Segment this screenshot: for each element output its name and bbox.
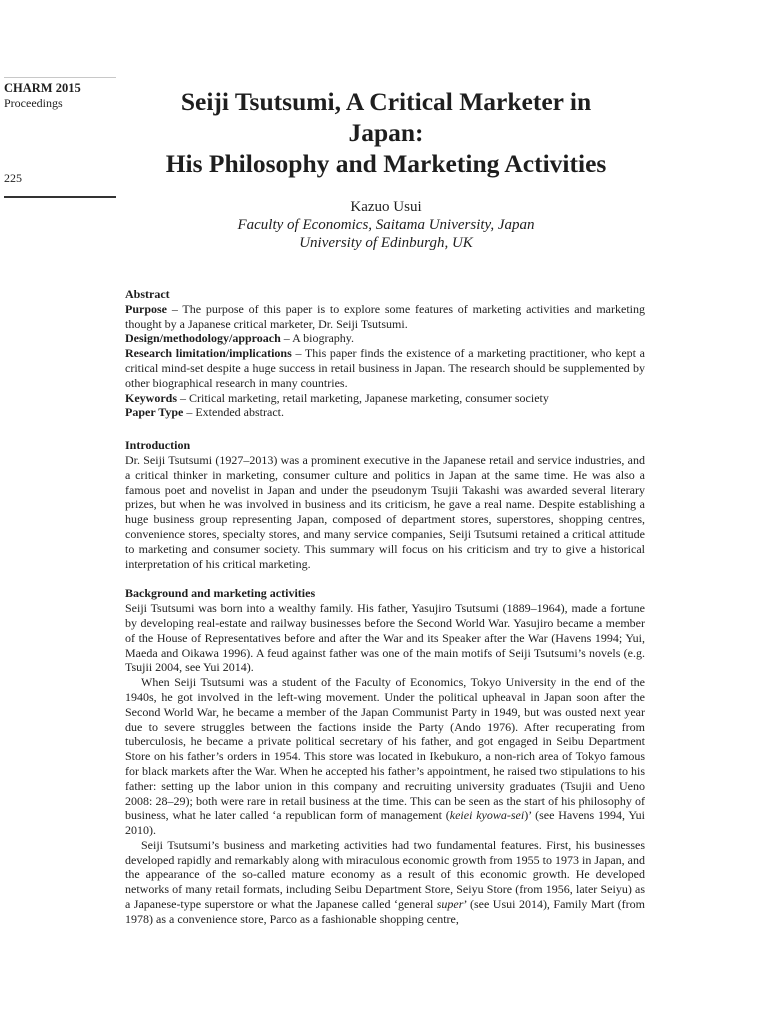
title-line-1: Seiji Tsutsumi, A Critical Marketer in [180, 87, 592, 116]
abstract-type [125, 405, 645, 420]
margin-rule-top [4, 77, 116, 78]
p3-text-a: Seiji Tsutsumi’s business and marketing activities had two fundamental features. First, his businesses developed rapidly and remarkably along with miraculous economic growth from 1955 to 1973 in Japan, and the appearance of the so-called mature economy as a result of this economic growth. He developed networks of many retail formats, including Seibu Department Store, Seiyu Store (from 1956, later Seiyu) as a Japanese-type superstore or what the Japanese called ‘general [125, 837, 645, 912]
introduction-paragraph: Dr. Seiji Tsutsumi (1927–2013) was a prominent executive in the Japanese retail and service industries, and a critical thinker in marketing, consumer culture and politics in Japan at the same time. He was also a famous poet and novelist in Japan and under the pseudonym Tsujii Takashi was awarded several literary prizes, but when he was involved in business and its criticism, he gave a real name. Despite establishing a huge business group representing Japan, composed of department stores, superstores, shopping centres, convenience stores, specialty stores, and many service companies, Seiji Tsutsumi retained a critical attitude to marketing and consumer society. This summary will focus on his criticism and try to give a historical interpretation of his critical marketing. [125, 452, 645, 571]
abstract-purpose [125, 302, 645, 332]
conference-name: CHARM 2015 [4, 81, 81, 95]
p2-text-a: When Seiji Tsutsumi was a student of the Faculty of Economics, Tokyo University in the end of the 1940s, he got involved in the left-wing movement. Under the political upheaval in Japan soon after the Second World War, he became a member of the Japan Communist Party in 1949, but was ousted next year due to severe struggles between the factions inside the Party (Ando 1976). After recuperating from tuberculosis, he became a private political secretary of his father, and got engaged in Seibu Department Store on his father’s orders in 1954. This store was located in Ikebukuro, a non-rich area of Tokyo famous for black markets after the War. When he accepted his father’s appointment, he raised two stipulations to his father: setting up the labor union in this company and recruiting university graduates (Tsujii and Ueno 2008: 28–29); both were rare in retail business at the time. This can be seen as the start of his philosophy of business, what he later called ‘a republican form of management ( [125, 675, 645, 823]
purpose-label: Purpose [125, 301, 167, 316]
margin-rule-bottom [4, 196, 116, 198]
abstract-keywords [125, 391, 645, 406]
author-affiliation-2: University of Edinburgh, UK [299, 235, 473, 251]
p3-italic: super [436, 897, 464, 912]
title-line-2: Japan: [348, 118, 424, 147]
research-text: – This paper finds the existence of a marketing practitioner, who kept a critical mind-set despite a huge success in retail business in Japan. The research should be supplemented by other biographical research in many countries. [125, 346, 645, 390]
type-text: – Extended abstract. [183, 405, 284, 420]
background-paragraph-3 [125, 838, 645, 927]
abstract-design [125, 331, 645, 346]
author-affiliation-1: Faculty of Economics, Saitama University, Japan [237, 217, 535, 233]
paper-body [125, 287, 645, 927]
page-number: 225 [4, 171, 22, 185]
design-label: Design/methodology/approach [125, 331, 281, 346]
proceedings-label: Proceedings [4, 96, 63, 110]
p2-text-b: )’ (see Havens 1994, Yui 2010). [125, 808, 645, 838]
p2-italic: keiei kyowa-sei [449, 808, 525, 823]
p3-text-b: ’ (see Usui 2014), Family Mart (from 1978) as a convenience store, Parco as a fashionable shopping centre, [125, 897, 645, 926]
background-paragraph-1: Seiji Tsutsumi was born into a wealthy family. His father, Yasujiro Tsutsumi (1889–1964), made a fortune by developing real-estate and railway businesses before the Second World War. Yasujiro became a member of the House of Representatives before and after the War and its Speaker after the War (Havens 1994; Yui, Maeda and Oikawa 1996). A feud against father was one of the main motifs of Seiji Tsutsumi’s novels (e.g. Tsujii 2004, see Yui 2014). [125, 601, 645, 675]
introduction-heading: Introduction [125, 438, 191, 453]
background-paragraph-2 [125, 675, 645, 838]
purpose-text: – The purpose of this paper is to explore some features of marketing activities and marketing thought by a Japanese critical marketer, Dr. Seiji Tsutsumi. [125, 301, 645, 331]
design-text: – A biography. [280, 331, 355, 346]
background-heading: Background and marketing activities [125, 586, 316, 601]
type-label: Paper Type [125, 405, 184, 420]
abstract-heading: Abstract [125, 287, 170, 301]
keywords-text: – Critical marketing, retail marketing, Japanese marketing, consumer society [177, 390, 549, 405]
author-name: Kazuo Usui [350, 199, 422, 215]
paper-title [130, 86, 642, 179]
keywords-label: Keywords [125, 390, 177, 405]
title-line-3: His Philosophy and Marketing Activities [165, 149, 607, 178]
research-label: Research limitation/implications [125, 346, 292, 361]
abstract-research [125, 346, 645, 390]
